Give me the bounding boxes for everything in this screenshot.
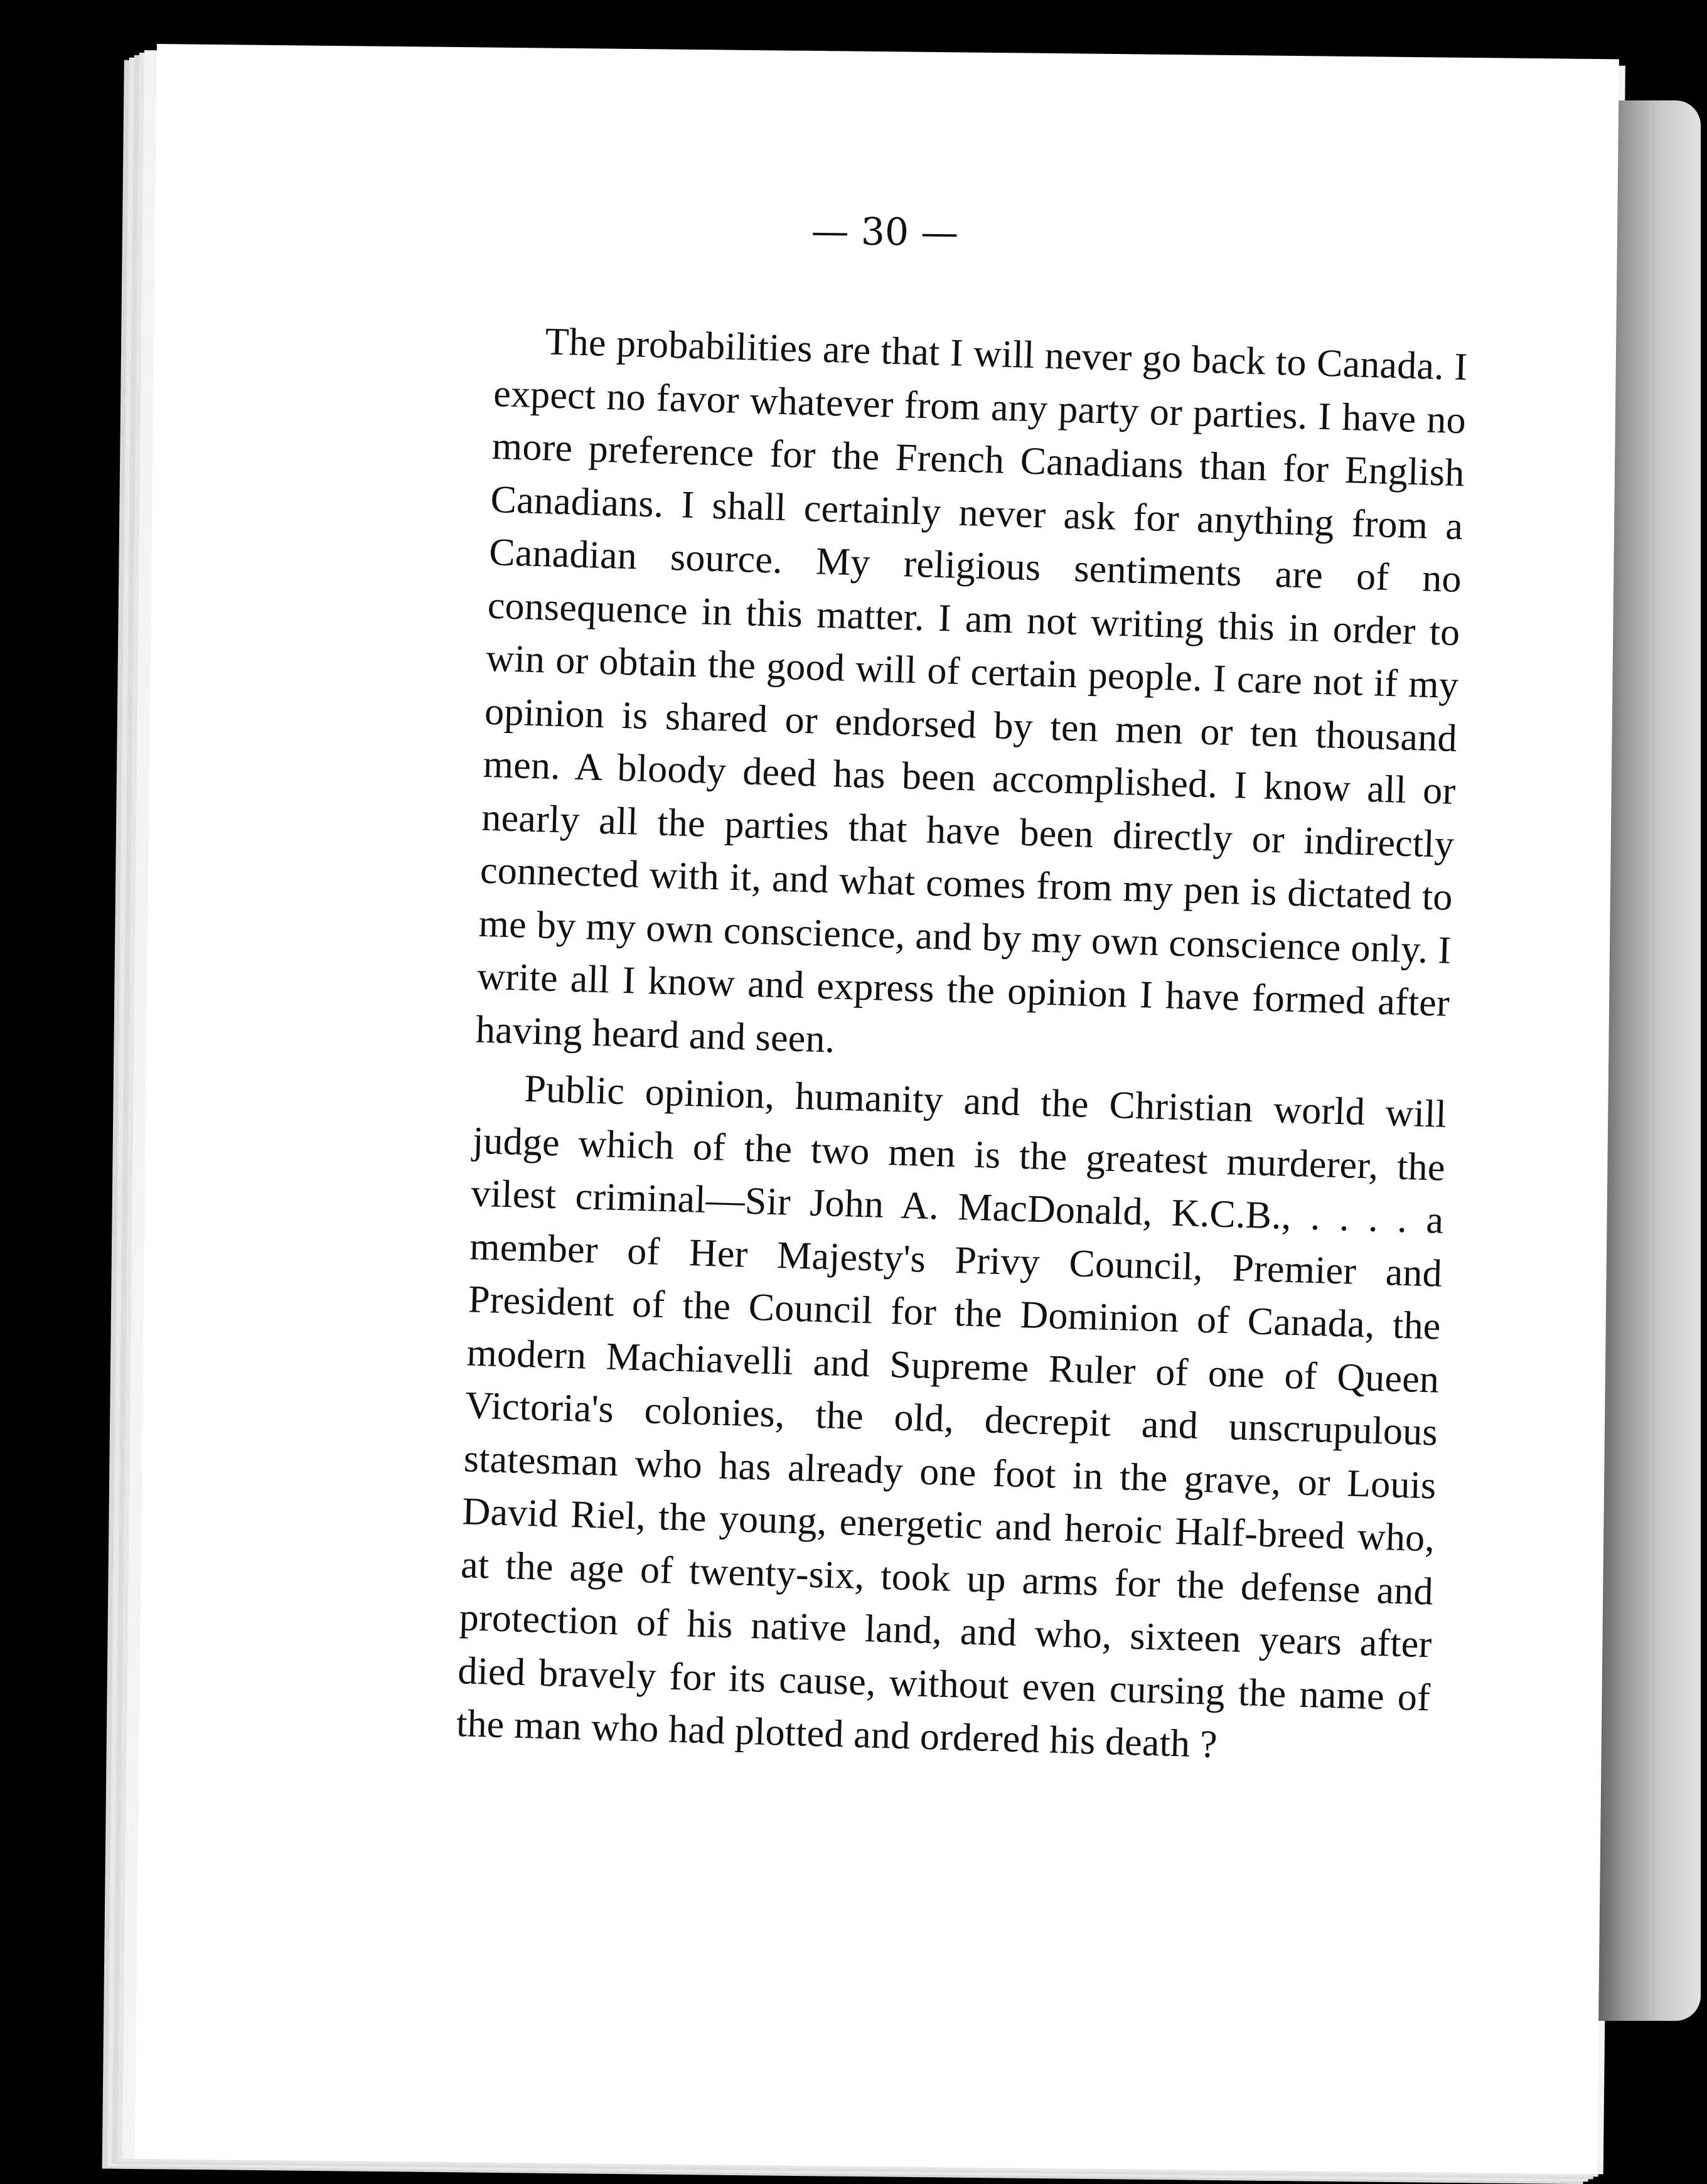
paragraph-2: Public opinion, humanity and the Christian world will judge which of the two men is the greatest murderer, the vilest criminal—Sir John A. MacDonald, K.C.B., . . . . a member of Her Majesty's Privy Council, Premier and President of the Council for the Dominion of Canada, the modern Machiavelli and Supreme Ruler of one of Queen Victoria's colonies, the old, decrepit and unscrupulous statesman who has already one foot in the grave, or Louis David Riel, the young, energetic and heroic Half-breed who, at the age of twenty-six, took up arms for the defense and protection of his native land, and who, sixteen years after died bravely for its cause, without even cursing the name of the man who had plotted and ordered his death ?: [456, 1067, 1447, 1766]
paragraph-1: The probabilities are that I will never go back to Canada. I expect no favor whatever from any party or parties. I have no more preference for the French Canadians than for English Canadians. I shall certainly never ask for anything from a Canadian source. My religious sentiments are of no consequence in this matter. I am not writing this in order to win or obtain the good will of certain people. I care not if my opinion is shared or endorsed by ten men or ten thousand men. A bloody deed has been accomplished. I know all or nearly all the parties that have been directly or indirectly connected with it, and what comes from my pen is dictated to me by my own conscience, and by my own conscience only. I write all I know and express the opinion I have formed after having heard and seen.: [475, 320, 1469, 1061]
page-number: — 30 —: [811, 209, 959, 255]
page-body: [456, 314, 1469, 1782]
